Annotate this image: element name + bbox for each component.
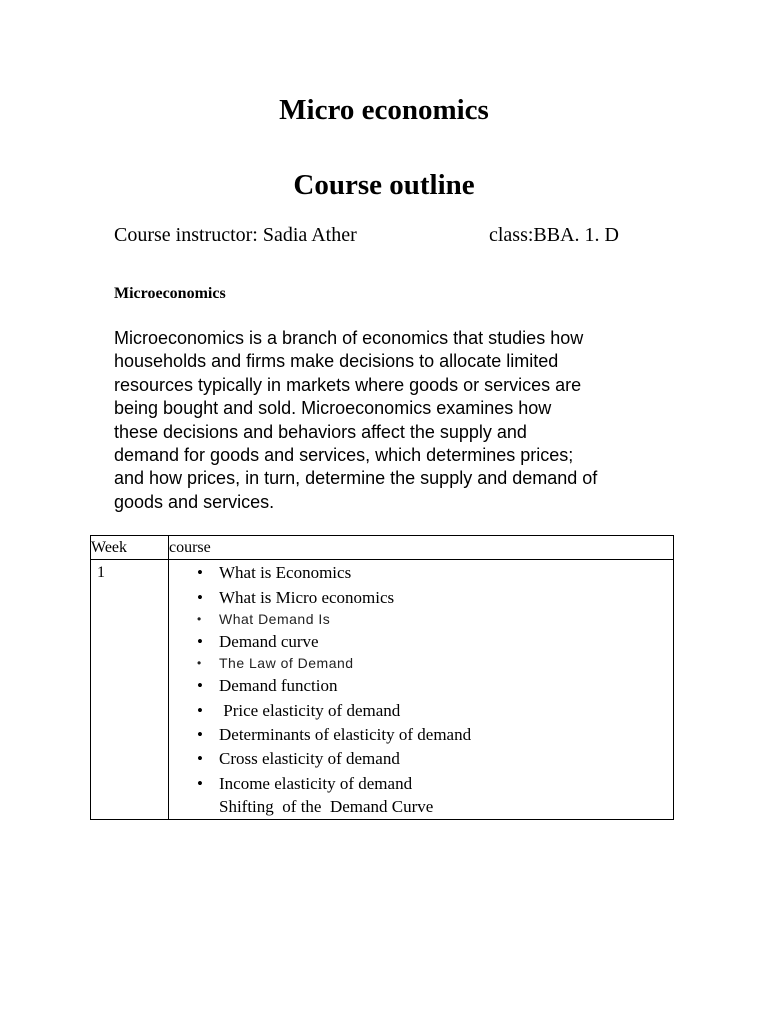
bullet-icon: • xyxy=(197,656,202,670)
topic-item xyxy=(169,610,673,629)
intro-line: demand for goods and services, which determines prices; xyxy=(114,445,574,466)
course-instructor: Course instructor: Sadia Ather xyxy=(114,224,357,246)
bullet-icon: • xyxy=(197,676,203,695)
intro-line: these decisions and behaviors affect the supply and xyxy=(114,421,527,442)
topic-item xyxy=(169,723,673,746)
topic-item xyxy=(169,560,673,585)
topic-text: Cross elasticity of demand xyxy=(219,749,400,768)
course-column-header: course xyxy=(169,536,674,560)
intro-line: goods and services. xyxy=(114,491,275,512)
intro-line: being bought and sold. Microeconomics examines how xyxy=(114,398,552,419)
topic-text: What Demand Is xyxy=(219,611,331,627)
course-topics-cell xyxy=(169,560,674,820)
course-outline-table xyxy=(90,535,674,820)
week-column-header: Week xyxy=(91,536,169,560)
topic-text: Demand function xyxy=(219,676,338,695)
trailing-topic-line xyxy=(169,796,673,818)
topic-text: Shifting of the Demand Curve xyxy=(219,797,434,816)
class-info: class:BBA. 1. D xyxy=(489,224,619,246)
bullet-icon: • xyxy=(197,563,203,582)
document-title: Micro economics xyxy=(279,94,489,126)
bullet-icon: • xyxy=(197,774,203,793)
topic-item xyxy=(169,585,673,610)
bullet-icon: • xyxy=(197,725,203,744)
intro-line: resources typically in markets where goods or services are xyxy=(114,374,582,395)
bullet-icon: • xyxy=(197,701,203,720)
topic-text: What is Micro economics xyxy=(219,588,395,607)
week-number-cell: 1 xyxy=(91,560,169,820)
topic-item xyxy=(169,673,673,698)
topic-text: Determinants of elasticity of demand xyxy=(219,725,472,744)
topic-list xyxy=(169,560,673,818)
topic-text: Price elasticity of demand xyxy=(219,701,401,720)
table-row xyxy=(91,560,674,820)
topic-item xyxy=(169,698,673,723)
bullet-icon: • xyxy=(197,632,203,651)
intro-line: and how prices, in turn, determine the supply and demand of xyxy=(114,468,598,489)
topic-item xyxy=(169,629,673,654)
topic-text: What is Economics xyxy=(219,563,352,582)
topic-text: The Law of Demand xyxy=(219,655,354,671)
intro-line: households and firms make decisions to allocate limited xyxy=(114,351,559,372)
bullet-icon: • xyxy=(197,749,203,768)
table-header-row xyxy=(91,536,674,560)
document-subtitle: Course outline xyxy=(293,169,475,201)
topic-item xyxy=(169,771,673,796)
topic-text: Income elasticity of demand xyxy=(219,774,413,793)
intro-paragraph xyxy=(114,327,674,514)
topic-item xyxy=(169,746,673,771)
bullet-icon: • xyxy=(197,588,203,607)
topic-item xyxy=(169,654,673,673)
topic-text: Demand curve xyxy=(219,632,319,651)
intro-line: Microeconomics is a branch of economics that studies how xyxy=(114,328,584,348)
section-heading: Microeconomics xyxy=(114,285,226,302)
bullet-icon: • xyxy=(197,612,202,626)
